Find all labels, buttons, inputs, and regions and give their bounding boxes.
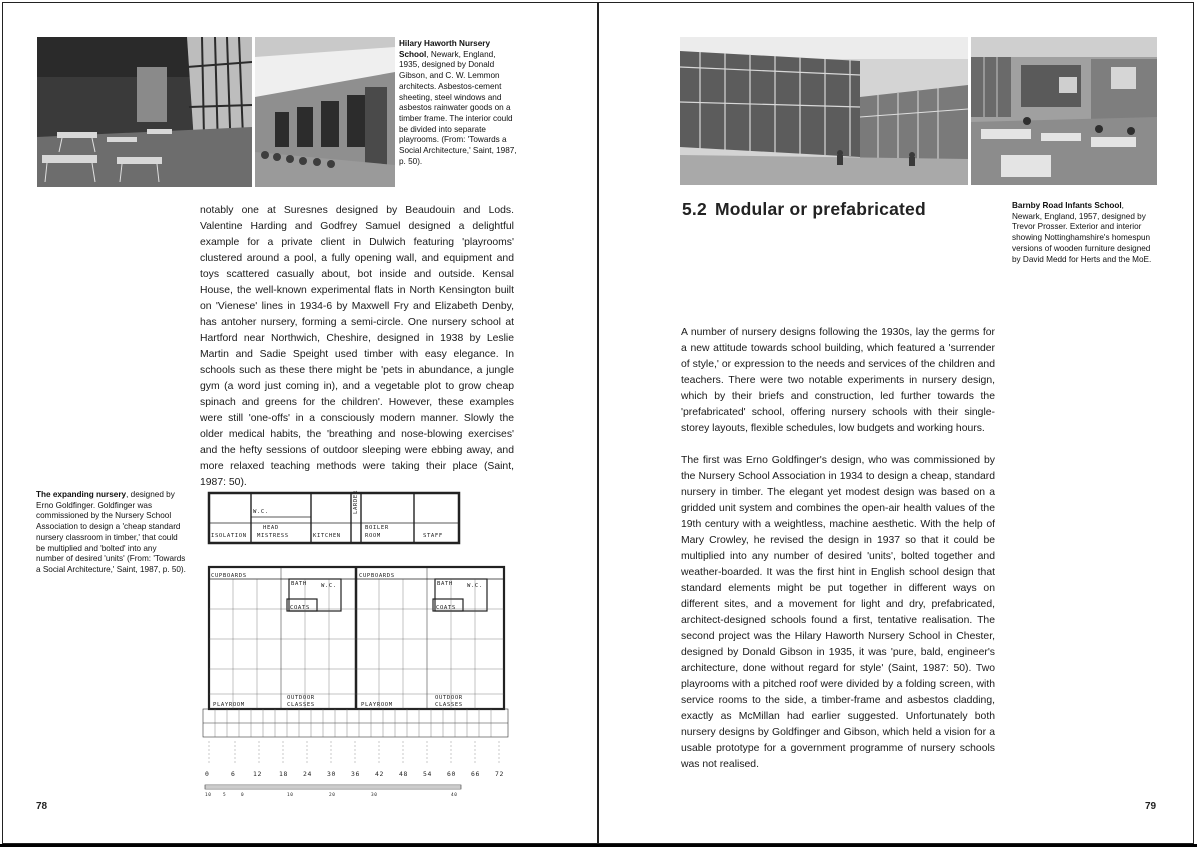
plan-label-wc-1: W.C. [321, 583, 337, 589]
caption-hilary-haworth [399, 39, 517, 167]
plan-label-playroom-1: PLAYROOM [213, 702, 245, 708]
plan-label-coats-1: COATS [290, 605, 310, 611]
caption-barnby-road [1012, 201, 1154, 265]
plan-scale-tick: 48 [399, 770, 408, 778]
plan-label-mistress: MISTRESS [257, 533, 289, 539]
photo-barnby-exterior-image [680, 37, 968, 185]
plan-label-room: ROOM [365, 533, 381, 539]
plan-label-outdoor-1b: CLASSES [287, 702, 315, 708]
plan-scale-tick: 42 [375, 770, 384, 778]
floor-plan-drawing [199, 489, 515, 797]
photo-nursery-exterior-image [255, 37, 395, 187]
plan-scale-metric-tick: 10 [205, 793, 212, 797]
plan-scale-tick: 66 [471, 770, 480, 778]
plan-scale-tick: 72 [495, 770, 504, 778]
left-body-text [200, 203, 514, 491]
right-body-paragraph-2: The first was Erno Goldfinger's design, who was commissioned by the Nursery School Association in 1934 to design a cheap, standard nursery in timber. The elegant yet modest design was based on a gridded unit system and combines the open-air health values of the 19th century with a weightless, machine aesthetic. With the help of Mary Crowley, he revised the design in 1937 so that it could be multiplied into any number of desired 'units', bolted together and weather-boarded. It was the first hint in English school design that standard elements might be put together in different ways on different sites, and a movement for light and dry, prefabricated, architect-designed schools found a first, tentative realisation. The second project was the Hilary Haworth Nursery School in Chester, designed by Donald Gibson in 1935, it was 'pure, bald, engineer's architecture, done without regard for style' (Saint, 1987: 50). Two playrooms with a pitched roof were divided by a folding screen, with service rooms to the side, a timber-frame and asbestos cladding, exactly as McMillan had earlier suggested. Unfortunately both nursery designs by Goldfinger and Gibson, which held a vision for a usable prototype for a government programme of nursery schools was not realised. [681, 455, 995, 770]
photo-barnby-interior [971, 37, 1157, 185]
plan-scale-tick: 24 [303, 770, 312, 778]
plan-scale-metric-tick: 30 [371, 793, 378, 797]
plan-scale-metric [205, 792, 458, 797]
plan-label-playroom-2: PLAYROOM [361, 702, 393, 708]
plan-label-outdoor-2a: OUTDOOR [435, 695, 463, 701]
plan-label-wc-2: W.C. [467, 583, 483, 589]
caption-barnby-road-title: Barnby Road Infants School [1012, 201, 1122, 210]
photo-barnby-interior-image [971, 37, 1157, 185]
plan-label-outdoor-1a: OUTDOOR [287, 695, 315, 701]
section-title: Modular or prefabricated [714, 199, 926, 219]
left-page [2, 2, 598, 844]
caption-expanding-nursery [36, 490, 186, 576]
plan-scale-metric-tick: 20 [329, 793, 336, 797]
plan-label-cupboards-1: CUPBOARDS [211, 573, 247, 579]
page-number-right: 79 [1145, 801, 1157, 812]
photo-nursery-interior [37, 37, 252, 187]
plan-scale-metric-tick: 0 [241, 793, 245, 797]
plan-label-bath-2: BATH [437, 581, 453, 587]
caption-hilary-haworth-title: Hilary Haworth Nursery School [399, 39, 491, 59]
plan-label-larder: LARDER [353, 490, 359, 514]
right-body-paragraph-1: A number of nursery designs following the 1930s, lay the germs for a new attitude towards school building, which featured a 'surrender of style,' or expression to the needs and services of the children and teachers. There were two notable experiments in nursery design, which by their briefs and construction, led further towards the 'prefabricated' school, offering nursery schools with their single-storey layouts, flexible schedules, low budgets and working hours. [681, 327, 995, 434]
plan-scale-tick: 60 [447, 770, 456, 778]
plan-scale-tick: 12 [253, 770, 262, 778]
plan-scale-tick: 54 [423, 770, 432, 778]
plan-label-head: HEAD [263, 525, 279, 531]
plan-scale-metric-tick: 10 [287, 793, 294, 797]
photo-nursery-interior-image [37, 37, 252, 187]
plan-scale-tick: 6 [231, 770, 236, 778]
plan-label-cupboards-2: CUPBOARDS [359, 573, 395, 579]
plan-scale-bar [205, 785, 461, 789]
left-body-paragraph: notably one at Suresnes designed by Beaudouin and Lods. Valentine Harding and Godfrey Samuel designed a delightful example for a private client in Dulwich featuring 'playrooms' clustered around a pool, a fully opening wall, and equipment and toys scattered casually about, bot inside and outside. Kensal House, the well-known experimental flats in North Kensington built on 'Vienese' lines in 1934-6 by Maxwell Fry and Elizabeth Denby, has antoher nursery, forming a semi-circle. One nursery school at Hartford near Northwich, Cheshire, designed in 1938 by Leslie Martin and Sadie Speight used timber with easy elegance. In schools such as these there might be 'pets in abundance, a jungle gym (a word just coming in), and a vegetable plot to grow cheap spinach and greens for the children'. However, these examples were still 'one-offs' in a consciously modern manner. Slowly the older medical habits, the 'breathing and nose-blowing exercises' and the hefty sessions of outdoor sleeping were ebbing away, and more relaxed teaching methods were taking their place (Saint, 1987: 50). [200, 205, 514, 488]
plan-label-staff: STAFF [423, 533, 443, 539]
plan-scale-tick: 30 [327, 770, 336, 778]
caption-hilary-haworth-text: , Newark, England, 1935, designed by Donald Gibson, and C. W. Lemmon architects. Asbestos-cement sheeting, steel windows and asbestos rainwater goods on a timber frame. The interior could be divided into separate playrooms. (From: 'Towards a Social Architecture,' Saint, 1987, p. 50). [399, 49, 517, 166]
caption-expanding-nursery-text: , designed by Erno Goldfinger. Goldfinger was commissioned by the Nursery School Association to design a 'cheap standard nursery classroom in timber,' that could be multiplied and 'bolted' into any number of desired 'units' (From: 'Towards a Social Architecture,' Saint, 1987, p. 50). [36, 490, 186, 574]
photo-barnby-exterior [680, 37, 968, 185]
plan-scale-tick: 18 [279, 770, 288, 778]
plan-scale-tick: 36 [351, 770, 360, 778]
plan-label-isolation: ISOLATION [211, 533, 247, 539]
plan-label-outdoor-2b: CLASSES [435, 702, 463, 708]
right-body-text [681, 325, 995, 773]
section-heading [682, 199, 926, 220]
plan-label-kitchen: KITCHEN [313, 533, 341, 539]
plan-label-boiler: BOILER [365, 525, 389, 531]
plan-label-wc-top: W.C. [253, 509, 269, 515]
plan-scale-metric-tick: 40 [451, 793, 458, 797]
plan-scale-metric-tick: 5 [223, 793, 227, 797]
plan-label-coats-2: COATS [436, 605, 456, 611]
plan-label-bath-1: BATH [291, 581, 307, 587]
plan-scale-feet [205, 770, 504, 778]
plan-scale-tick: 0 [205, 770, 210, 778]
page-number-left: 78 [36, 801, 48, 812]
right-page [598, 2, 1194, 844]
floor-plan-expanding-nursery [199, 489, 515, 797]
caption-barnby-road-text: , Newark, England, 1957, designed by Trevor Prosser. Exterior and interior showing Nottinghamshire's homespun versions of wooden furniture designed by David Medd for Herts and the MoE. [1012, 201, 1152, 264]
caption-expanding-nursery-title: The expanding nursery [36, 490, 127, 499]
photo-nursery-exterior [255, 37, 395, 187]
section-number: 5.2 [682, 199, 707, 219]
